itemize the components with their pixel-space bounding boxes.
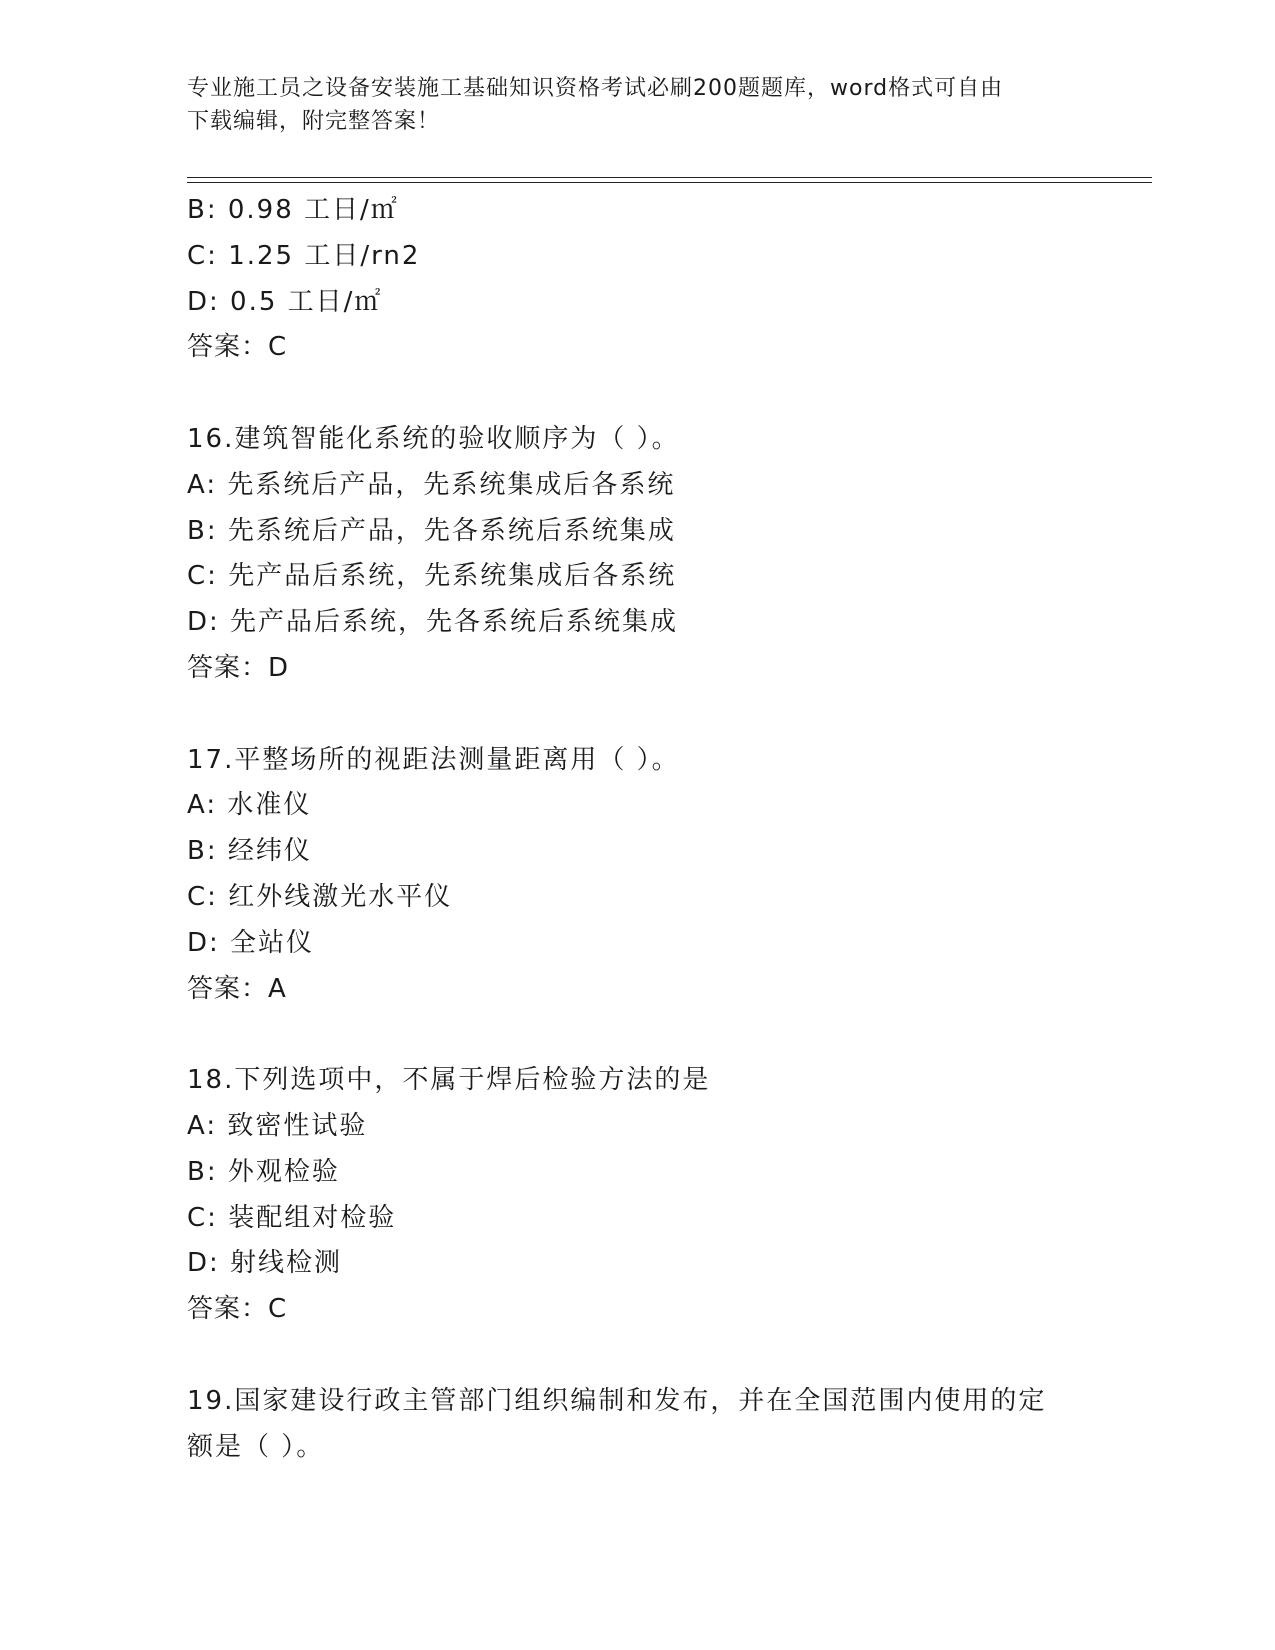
question-19	[187, 1379, 1087, 1471]
document-header	[187, 72, 1087, 138]
option-c: C: 红外线激光水平仪	[187, 881, 453, 912]
header-line-2: 下载编辑，附完整答案！	[187, 109, 441, 134]
question-16	[187, 417, 1087, 692]
spacer	[187, 1333, 1087, 1379]
question-stem: 16.建筑智能化系统的验收顺序为（ ）。	[187, 423, 680, 454]
question-list	[187, 188, 1087, 1470]
question-18	[187, 1058, 1087, 1333]
header-divider	[187, 177, 1152, 183]
option-a: A: 先系统后产品，先系统集成后各系统	[187, 469, 676, 500]
option-b: B: 先系统后产品，先各系统后系统集成	[187, 515, 676, 546]
spacer	[187, 371, 1087, 417]
option-a: A: 致密性试验	[187, 1110, 368, 1141]
option-b: B: 外观检验	[187, 1156, 340, 1187]
spacer	[187, 1012, 1087, 1058]
spacer	[187, 692, 1087, 738]
option-d: D: 0.5 工日/㎡	[187, 286, 383, 317]
option-c: C: 先产品后系统，先系统集成后各系统	[187, 561, 677, 592]
answer: 答案：C	[187, 332, 288, 363]
option-d: D: 全站仪	[187, 927, 315, 958]
question-stem-line-1: 19.国家建设行政主管部门组织编制和发布，并在全国范围内使用的定	[187, 1385, 1047, 1416]
question-15-continuation	[187, 188, 1087, 371]
question-stem: 17.平整场所的视距法测量距离用（ ）。	[187, 744, 680, 775]
question-stem-line-2: 额是（ ）。	[187, 1431, 325, 1462]
answer: 答案：A	[187, 973, 287, 1004]
answer: 答案：C	[187, 1294, 288, 1325]
question-17	[187, 738, 1087, 1013]
option-d: D: 先产品后系统，先各系统后系统集成	[187, 607, 679, 638]
option-c: C: 1.25 工日/rn2	[187, 240, 421, 271]
option-b: B: 0.98 工日/㎡	[187, 195, 399, 225]
option-a: A: 水准仪	[187, 790, 312, 821]
option-c: C: 装配组对检验	[187, 1202, 397, 1233]
option-d: D: 射线检测	[187, 1248, 343, 1279]
option-b: B: 经纬仪	[187, 836, 312, 867]
header-line-1: 专业施工员之设备安装施工基础知识资格考试必刷200题题库，word格式可自由	[187, 76, 1004, 101]
answer: 答案：D	[187, 652, 290, 683]
question-stem: 18.下列选项中，不属于焊后检验方法的是	[187, 1065, 711, 1096]
